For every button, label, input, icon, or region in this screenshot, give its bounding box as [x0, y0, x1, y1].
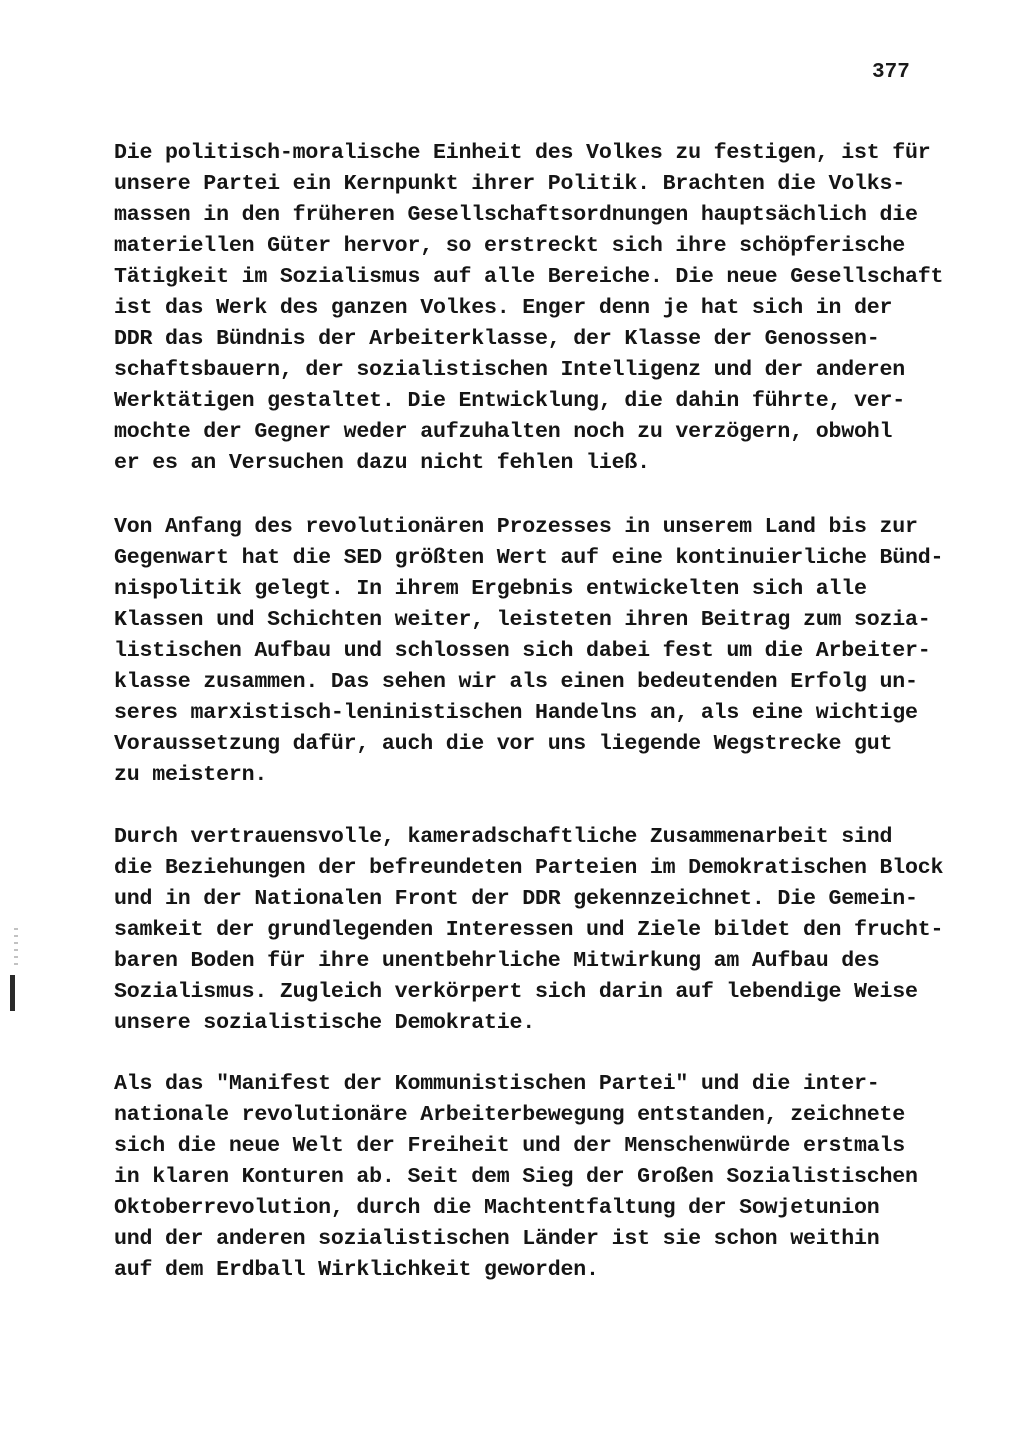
text-line: DDR das Bündnis der Arbeiterklasse, der Klasse der Genossen- [114, 327, 880, 351]
text-line: und der anderen sozialistischen Länder ist sie schon weithin [114, 1227, 880, 1251]
text-line: Sozialismus. Zugleich verkörpert sich darin auf lebendige Weise [114, 980, 918, 1004]
text-line: schaftsbauern, der sozialistischen Intelligenz und der anderen [114, 358, 906, 382]
text-line: auf dem Erdball Wirklichkeit geworden. [114, 1258, 599, 1282]
text-line: Als das "Manifest der Kommunistischen Partei" und die inter- [114, 1072, 880, 1096]
text-line: zu meistern. [114, 763, 268, 787]
text-line: klasse zusammen. Das sehen wir als einen bedeutenden Erfolg un- [114, 670, 918, 694]
text-line: sich die neue Welt der Freiheit und der Menschenwürde erstmals [114, 1134, 906, 1158]
text-line: mochte der Gegner weder aufzuhalten noch zu verzögern, obwohl [114, 420, 893, 444]
text-line: nispolitik gelegt. In ihrem Ergebnis entwickelten sich alle [114, 577, 867, 601]
text-line: unsere Partei ein Kernpunkt ihrer Politik. Brachten die Volks- [114, 172, 906, 196]
text-line: Oktoberrevolution, durch die Machtentfaltung der Sowjetunion [114, 1196, 880, 1220]
text-line: ist das Werk des ganzen Volkes. Enger denn je hat sich in der [114, 296, 893, 320]
text-line: unsere sozialistische Demokratie. [114, 1011, 536, 1035]
text-line: die Beziehungen der befreundeten Parteien im Demokratischen Block [114, 856, 944, 880]
paragraph-2 [114, 512, 954, 791]
text-line: Von Anfang des revolutionären Prozesses in unserem Land bis zur [114, 515, 918, 539]
text-line: samkeit der grundlegenden Interessen und Ziele bildet den frucht- [114, 918, 944, 942]
text-line: in klaren Konturen ab. Seit dem Sieg der Großen Sozialistischen [114, 1165, 918, 1189]
paragraph-3 [114, 822, 954, 1039]
text-line: massen in den früheren Gesellschaftsordnungen hauptsächlich die [114, 203, 918, 227]
text-line: er es an Versuchen dazu nicht fehlen ließ. [114, 451, 650, 475]
margin-scan-artifact [14, 928, 18, 968]
text-line: listischen Aufbau und schlossen sich dabei fest um die Arbeiter- [114, 639, 931, 663]
margin-binding-mark [10, 975, 15, 1011]
text-line: Gegenwart hat die SED größten Wert auf eine kontinuierliche Bünd- [114, 546, 944, 570]
text-line: und in der Nationalen Front der DDR gekennzeichnet. Die Gemein- [114, 887, 918, 911]
text-line: Klassen und Schichten weiter, leisteten ihren Beitrag zum sozia- [114, 608, 931, 632]
text-line: Voraussetzung dafür, auch die vor uns liegende Wegstrecke gut [114, 732, 893, 756]
text-line: nationale revolutionäre Arbeiterbewegung entstanden, zeichnete [114, 1103, 906, 1127]
page-number: 377 [872, 61, 910, 84]
text-line: Die politisch-moralische Einheit des Volkes zu festigen, ist für [114, 141, 931, 165]
text-line: Werktätigen gestaltet. Die Entwicklung, die dahin führte, ver- [114, 389, 906, 413]
text-line: Durch vertrauensvolle, kameradschaftliche Zusammenarbeit sind [114, 825, 893, 849]
text-line: materiellen Güter hervor, so erstreckt sich ihre schöpferische [114, 234, 906, 258]
paragraph-1 [114, 138, 954, 479]
text-line: Tätigkeit im Sozialismus auf alle Bereiche. Die neue Gesellschaft [114, 265, 944, 289]
text-line: seres marxistisch-leninistischen Handelns an, als eine wichtige [114, 701, 918, 725]
text-line: baren Boden für ihre unentbehrliche Mitwirkung am Aufbau des [114, 949, 880, 973]
paragraph-4 [114, 1069, 954, 1286]
